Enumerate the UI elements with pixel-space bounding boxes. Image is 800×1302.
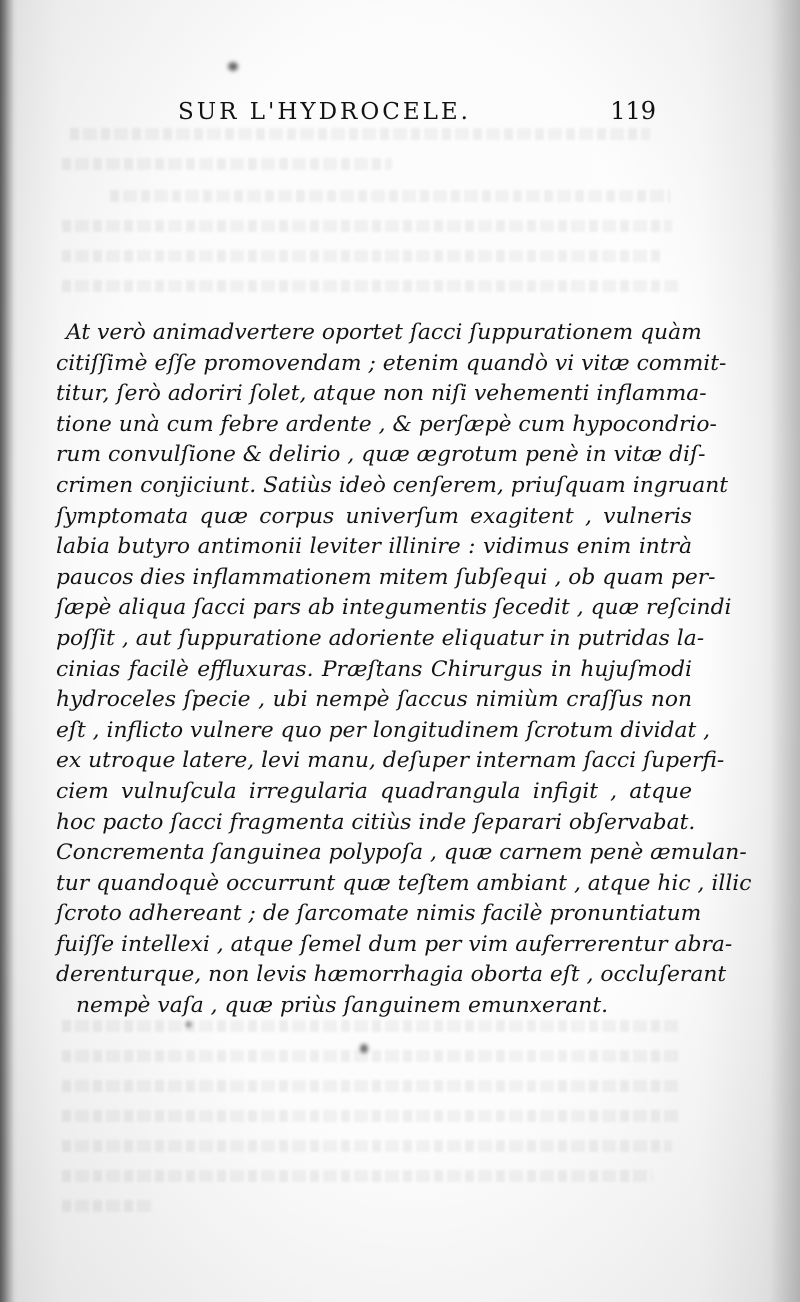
text-line: paucos dies inflammationem mitem ſubſequi , ob quam per- bbox=[56, 564, 716, 590]
text-line: crimen conjiciunt. Satiùs ideò cenſerem, priuſquam ingruant bbox=[56, 472, 728, 498]
text-line: fuiſſe intellexi , atque ſemel dum per vim auferrerentur abra- bbox=[56, 931, 733, 957]
show-through-line bbox=[62, 1050, 682, 1062]
ink-speck bbox=[228, 62, 238, 71]
show-through-line bbox=[62, 1020, 682, 1032]
show-through-line bbox=[62, 220, 672, 232]
ink-speck bbox=[186, 1022, 191, 1027]
latin-paragraph bbox=[56, 318, 752, 1022]
page-number: 119 bbox=[610, 97, 656, 125]
page-edge-shadow bbox=[770, 0, 800, 1302]
text-line: labia butyro antimonii leviter illinire : vidimus enim intrà bbox=[56, 534, 692, 560]
text-line: eſt , inflicto vulnere quo per longitudinem ſcrotum dividat , bbox=[56, 717, 711, 743]
text-line: At verò animadvertere oportet ſacci ſuppurationem quàm bbox=[66, 320, 702, 345]
show-through-line bbox=[62, 250, 662, 262]
page-gutter-shadow bbox=[0, 0, 14, 1302]
text-line: citiſſimè eſſe promovendam ; etenim quandò vi vitæ commit- bbox=[56, 350, 727, 376]
text-line: derenturque, non levis hæmorrhagia oborta eſt , occluſerant bbox=[56, 962, 727, 988]
text-line: rum convulſione & delirio , quæ ægrotum penè in vitæ diſ- bbox=[56, 442, 706, 468]
text-line: ſymptomata quæ corpus univerſum exagitent , vulneris bbox=[56, 503, 692, 529]
text-line: nempè vaſa , quæ priùs ſanguinem emunxerant. bbox=[76, 993, 609, 1019]
text-line: ſæpè aliqua ſacci pars ab integumentis ſecedit , quæ reſcindi bbox=[56, 595, 732, 621]
text-line: poſſit , aut ſuppuratione adoriente eliquatur in putridas la- bbox=[56, 625, 705, 651]
ink-speck bbox=[360, 1044, 368, 1053]
show-through-line bbox=[62, 158, 392, 170]
show-through-line bbox=[62, 1170, 652, 1182]
show-through-line bbox=[62, 1140, 672, 1152]
text-line: tione unà cum febre ardente , & perſæpè cum hypocondrio- bbox=[56, 411, 717, 437]
show-through-line bbox=[62, 280, 682, 292]
text-line: hydroceles ſpecie , ubi nempè ſaccus nimiùm craſſus non bbox=[56, 687, 692, 713]
text-line: ciem vulnuſcula irregularia quadrangula infigit , atque bbox=[56, 778, 692, 804]
show-through-line bbox=[62, 1200, 152, 1212]
text-line: cinias facilè effluxuras. Præſtans Chirurgus in hujuſmodi bbox=[56, 656, 692, 682]
running-head: SUR L'HYDROCELE. bbox=[178, 99, 471, 125]
text-line: ſcroto adhereant ; de ſarcomate nimis facilè pronuntiatum bbox=[56, 901, 702, 927]
text-line: Concrementa ſanguinea polypoſa , quæ carnem penè æmulan- bbox=[56, 840, 747, 866]
page-header bbox=[160, 95, 660, 135]
text-line: hoc pacto ſacci fragmenta citiùs inde ſeparari obſervabat. bbox=[56, 809, 696, 835]
text-line: titur, ſerò adoriri ſolet, atque non niſi vehementi inflamma- bbox=[56, 381, 707, 407]
text-line: tur quandoquè occurrunt quæ teſtem ambiant , atque hic , illic bbox=[56, 870, 752, 896]
show-through-line bbox=[62, 1080, 682, 1092]
show-through-line bbox=[62, 1110, 682, 1122]
show-through-line bbox=[110, 190, 670, 202]
text-line: ex utroque latere, levi manu, deſuper internam ſacci ſuperfi- bbox=[56, 748, 725, 774]
